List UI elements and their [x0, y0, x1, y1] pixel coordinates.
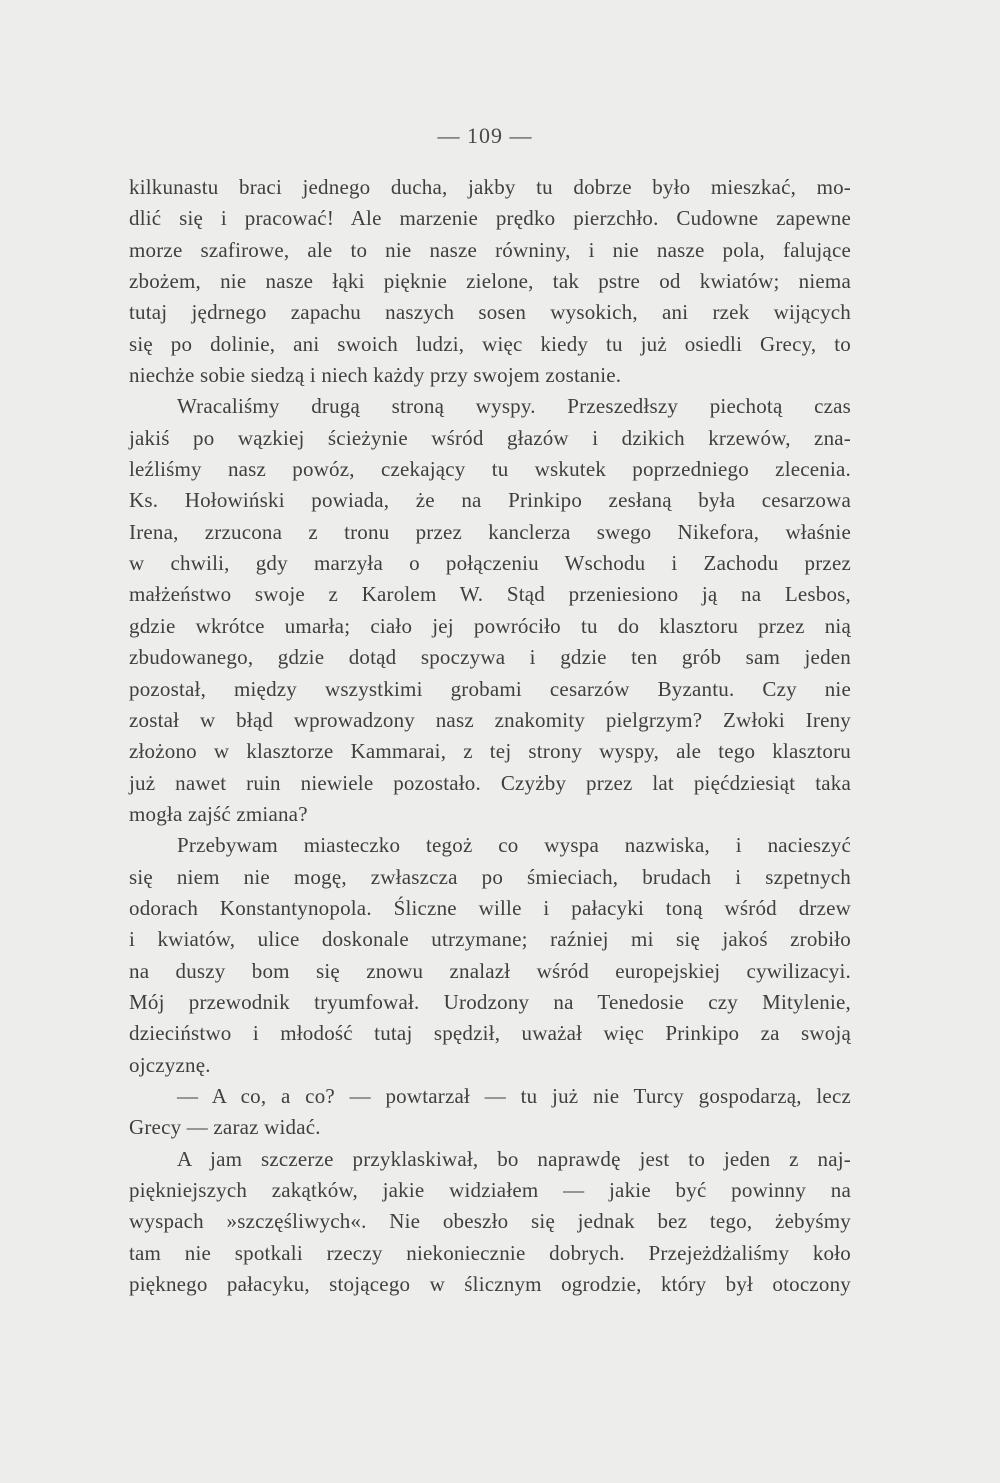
text-line: Ks. Hołowiński powiada, że na Prinkipo zesłaną była cesarzowa [129, 488, 851, 513]
text-line: Grecy — zaraz widać. [129, 1115, 321, 1140]
text-line: Przebywam miasteczko tegoż co wyspa nazwiska, i nacieszyć [177, 833, 851, 858]
text-line: piękniejszych zakątków, jakie widziałem — jakie być powinny na [129, 1178, 851, 1202]
text-line: odorach Konstantynopola. Śliczne wille i pałacyki toną wśród drzew [129, 895, 851, 920]
text-line: został w błąd wprowadzony nasz znakomity pielgrzym? Zwłoki Ireny [129, 707, 851, 732]
text-line: pozostał, między wszystkimi grobami cesarzów Byzantu. Czy nie [129, 676, 851, 701]
text-line: niechże sobie siedzą i niech każdy przy swojem zostanie. [129, 363, 622, 388]
text-line: się niem nie mogę, zwłaszcza po śmieciach, brudach i szpetnych [129, 864, 851, 889]
text-line: zbożem, nie nasze łąki pięknie zielone, tak pstre od kwiatów; niema [129, 269, 851, 294]
text-line: — A co, a co? — powtarzał — tu już nie Turcy gospodarzą, lecz [177, 1083, 851, 1108]
body-text [129, 172, 851, 1300]
text-line: już nawet ruin niewiele pozostało. Czyżby przez lat pięćdziesiąt taka [129, 770, 851, 795]
text-line: w chwili, gdy marzyła o połączeniu Wschodu i Zachodu przez [129, 551, 851, 576]
text-line: Mój przewodnik tryumfował. Urodzony na Tenedosie czy Mitylenie, [129, 989, 851, 1014]
text-line: na duszy bom się znowu znalazł wśród europejskiej cywilizacyi. [129, 958, 851, 983]
text-line: tam nie spotkali rzeczy niekoniecznie dobrych. Przejeżdżaliśmy koło [129, 1240, 851, 1265]
text-line: małżeństwo swoje z Karolem W. Stąd przeniesiono ją na Lesbos, [129, 582, 851, 607]
text-line: dzieciństwo i młodość tutaj spędził, uważał więc Prinkipo za swoją [129, 1021, 851, 1046]
text-line: się po dolinie, ani swoich ludzi, więc kiedy tu już osiedli Grecy, to [129, 331, 851, 356]
text-line: i kwiatów, ulice doskonale utrzymane; raźniej mi się jakoś zrobiło [129, 927, 851, 952]
text-line: dlić się i pracować! Ale marzenie prędko pierzchło. Cudowne zapewne [129, 206, 851, 231]
text-line: wyspach »szczęśliwych«. Nie obeszło się jednak bez tego, żebyśmy [129, 1209, 851, 1234]
text-line: ojczyznę. [129, 1052, 211, 1077]
text-line: jakiś po wązkiej ścieżynie wśród głazów i dzikich krzewów, zna- [129, 425, 851, 450]
text-line: złożono w klasztorze Kammarai, z tej strony wyspy, ale tego klasztoru [129, 739, 851, 764]
text-line: A jam szczerze przyklaskiwał, bo naprawdę jest to jeden z naj- [177, 1146, 851, 1171]
text-line: kilkunastu braci jednego ducha, jakby tu dobrze było mieszkać, mo- [129, 175, 851, 199]
text-line: pięknego pałacyku, stojącego w ślicznym ogrodzie, który był otoczony [129, 1272, 851, 1297]
text-line: mogła zajść zmiana? [129, 801, 308, 826]
page-number: — 109 — [437, 123, 533, 148]
text-line: tutaj jędrnego zapachu naszych sosen wysokich, ani rzek wijących [129, 300, 851, 325]
text-line: gdzie wkrótce umarła; ciało jej powróciło tu do klasztoru przez nią [129, 613, 851, 638]
text-line: Irena, zrzucona z tronu przez kanclerza swego Nikefora, właśnie [129, 519, 851, 544]
text-line: zbudowanego, gdzie dotąd spoczywa i gdzie ten grób sam jeden [129, 645, 851, 670]
text-line: leźliśmy nasz powóz, czekający tu wskutek poprzedniego zlecenia. [129, 457, 851, 482]
text-line: Wracaliśmy drugą stroną wyspy. Przeszedłszy piechotą czas [177, 394, 851, 419]
text-line: morze szafirowe, ale to nie nasze równiny, i nie nasze pola, falujące [129, 237, 851, 262]
